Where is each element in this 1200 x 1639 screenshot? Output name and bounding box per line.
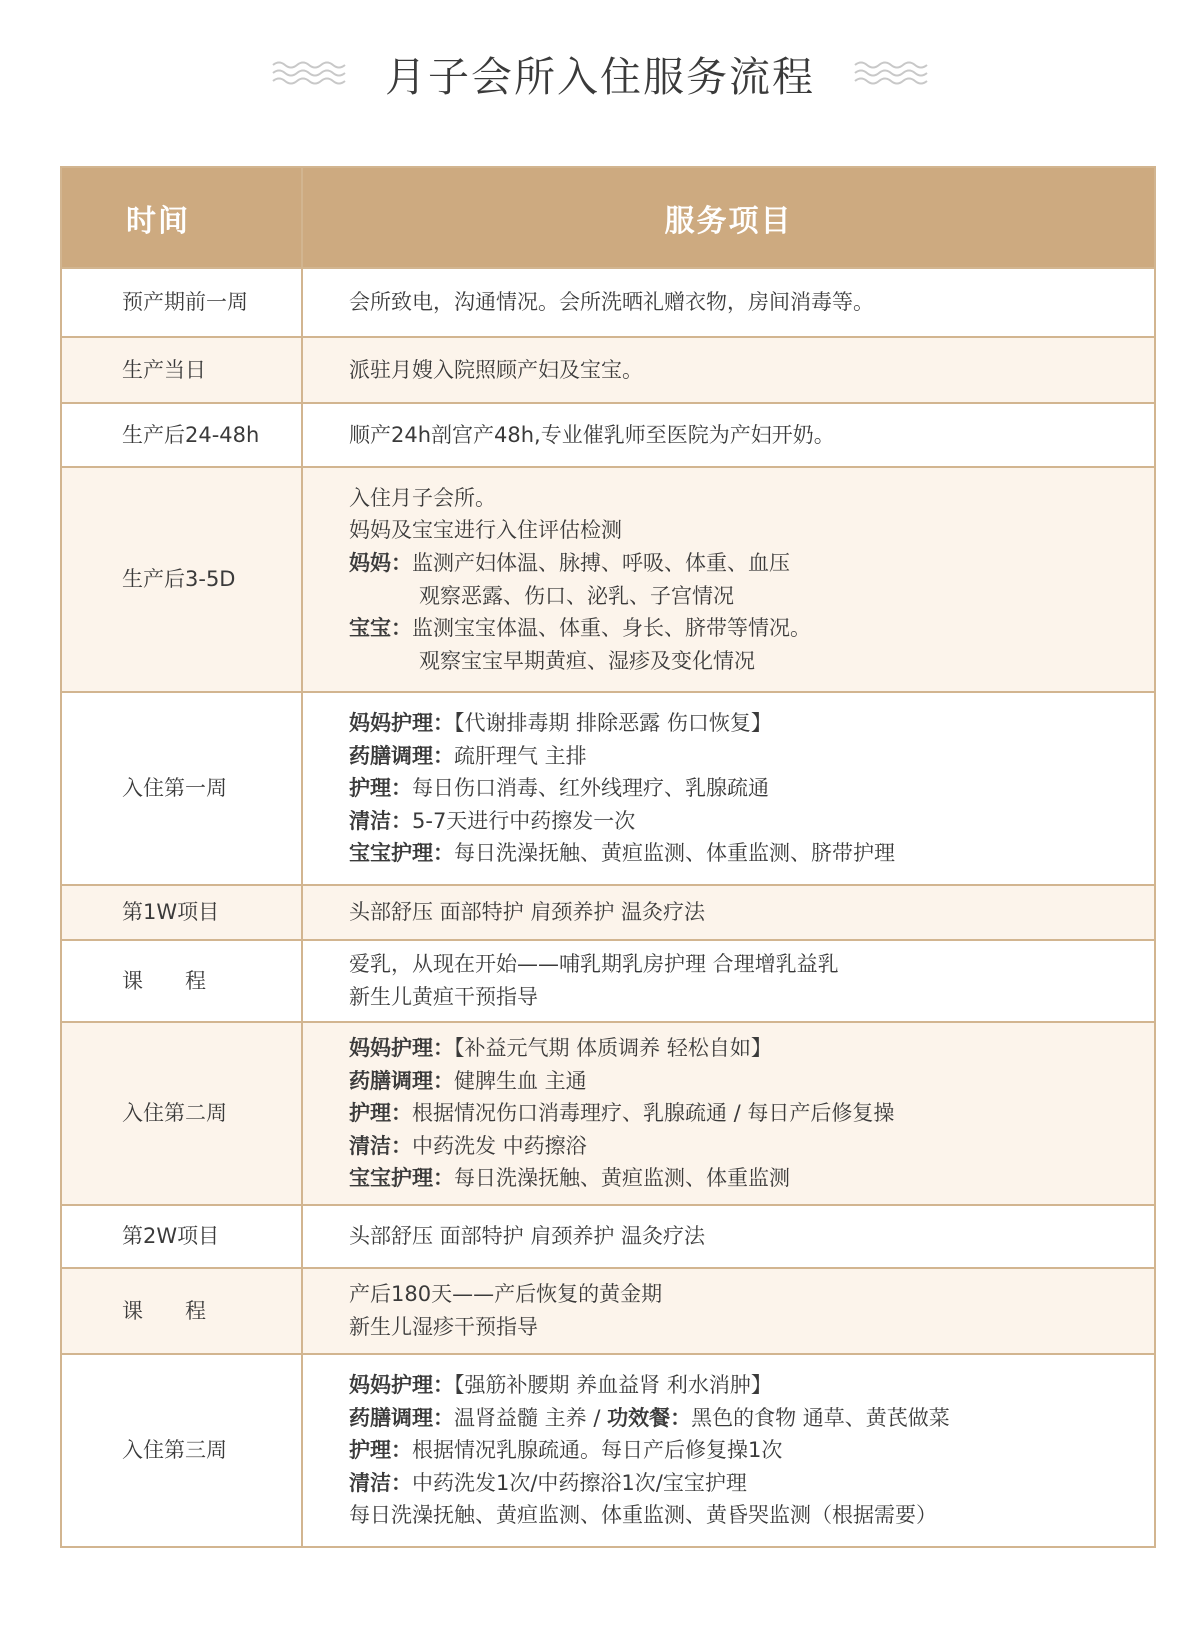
table-row bbox=[61, 692, 1155, 885]
time-cell: 第1W项目 bbox=[61, 885, 302, 940]
service-line bbox=[349, 645, 1153, 678]
service-line-text: 产后180天——产后恢复的黄金期 bbox=[349, 1282, 663, 1307]
table-row bbox=[61, 1268, 1155, 1354]
service-line-text: 顺产24h剖宫产48h,专业催乳师至医院为产妇开奶。 bbox=[349, 422, 835, 447]
service-line-label: 药膳调理： bbox=[349, 1068, 454, 1093]
service-line-text: 温肾益髓 主养 / bbox=[454, 1405, 608, 1430]
service-line-label: 药膳调理： bbox=[349, 1405, 454, 1430]
service-line-text: 每日洗澡抚触、黄疸监测、体重监测 bbox=[454, 1166, 790, 1191]
service-line bbox=[349, 981, 1153, 1014]
service-cell bbox=[302, 692, 1155, 885]
service-line-label: 清洁： bbox=[349, 808, 412, 833]
service-line-text: 健脾生血 主通 bbox=[454, 1068, 587, 1093]
title-bar bbox=[0, 38, 1200, 108]
time-cell: 课 程 bbox=[61, 940, 302, 1022]
service-line-text: 【强筋补腰期 养血益肾 利水消肿】 bbox=[454, 1373, 772, 1398]
service-line-text: 根据情况乳腺疏通。每日产后修复操1次 bbox=[412, 1438, 783, 1463]
service-line-text: 【补益元气期 体质调养 轻松自如】 bbox=[454, 1036, 772, 1061]
service-line bbox=[349, 1065, 1153, 1098]
time-cell: 生产后3-5D bbox=[61, 467, 302, 692]
service-line-text: 监测产妇体温、脉搏、呼吸、体重、血压 bbox=[412, 550, 790, 575]
service-schedule-table bbox=[60, 166, 1156, 1548]
table-row bbox=[61, 403, 1155, 467]
service-line-text: 新生儿黄疸干预指导 bbox=[349, 985, 538, 1009]
service-cell bbox=[302, 403, 1155, 467]
page-title: 月子会所入住服务流程 bbox=[385, 52, 815, 101]
time-cell: 预产期前一周 bbox=[61, 268, 302, 337]
table-row bbox=[61, 1354, 1155, 1547]
time-cell: 生产当日 bbox=[61, 337, 302, 403]
service-line-text: 每日洗澡抚触、黄疸监测、体重监测、黄昏哭监测（根据需要） bbox=[349, 1503, 937, 1528]
service-line-text: 会所致电，沟通情况。会所洗晒礼赠衣物，房间消毒等。 bbox=[349, 290, 874, 315]
service-line bbox=[349, 1311, 1153, 1344]
service-line bbox=[349, 837, 1153, 870]
service-line-text: 监测宝宝体温、体重、身长、脐带等情况。 bbox=[412, 616, 811, 641]
service-line bbox=[349, 1402, 1153, 1435]
service-line bbox=[349, 1278, 1153, 1311]
table-row bbox=[61, 940, 1155, 1022]
service-line bbox=[349, 482, 1153, 515]
service-line-label: 护理： bbox=[349, 1101, 412, 1126]
service-line-label: 清洁： bbox=[349, 1470, 412, 1495]
service-line bbox=[349, 286, 1153, 319]
service-line bbox=[349, 1162, 1153, 1195]
service-line-text: 5-7天进行中药擦发一次 bbox=[412, 808, 636, 833]
service-line bbox=[349, 547, 1153, 580]
service-line-text: 头部舒压 面部特护 肩颈养护 温灸疗法 bbox=[349, 1224, 706, 1249]
wave-ornament-right-icon bbox=[853, 58, 929, 88]
service-line-label: 宝宝护理： bbox=[349, 1166, 454, 1191]
table-row bbox=[61, 337, 1155, 403]
service-line-text: 爱乳，从现在开始——哺乳期乳房护理 合理增乳益乳 bbox=[349, 952, 839, 977]
service-line-label: 妈妈护理： bbox=[349, 1036, 454, 1061]
service-line bbox=[349, 1434, 1153, 1467]
service-line-text: 中药洗发 中药擦浴 bbox=[412, 1133, 587, 1158]
service-line-text: 头部舒压 面部特护 肩颈养护 温灸疗法 bbox=[349, 900, 706, 925]
service-cell bbox=[302, 1268, 1155, 1354]
time-cell: 课 程 bbox=[61, 1268, 302, 1354]
service-line-text: 入住月子会所。 bbox=[349, 485, 496, 510]
service-line bbox=[349, 514, 1153, 547]
table-row bbox=[61, 1205, 1155, 1268]
wave-ornament-left-icon bbox=[271, 58, 347, 88]
service-line bbox=[349, 1032, 1153, 1065]
service-line-text: 观察宝宝早期黄疸、湿疹及变化情况 bbox=[419, 648, 755, 673]
table-row bbox=[61, 1022, 1155, 1205]
service-line-text: 新生儿湿疹干预指导 bbox=[349, 1315, 538, 1339]
service-line bbox=[349, 948, 1153, 981]
service-line bbox=[349, 612, 1153, 645]
service-line-text: 派驻月嫂入院照顾产妇及宝宝。 bbox=[349, 357, 643, 382]
service-line bbox=[349, 772, 1153, 805]
table-row bbox=[61, 268, 1155, 337]
service-line bbox=[349, 707, 1153, 740]
service-line-label: 妈妈： bbox=[349, 550, 412, 575]
service-line bbox=[349, 580, 1153, 613]
service-cell bbox=[302, 940, 1155, 1022]
table-header-row bbox=[61, 167, 1155, 268]
service-line-label: 护理： bbox=[349, 776, 412, 801]
table-body bbox=[61, 268, 1155, 1547]
service-line bbox=[349, 740, 1153, 773]
service-line bbox=[349, 896, 1153, 929]
service-line-label: 清洁： bbox=[349, 1133, 412, 1158]
service-line-text: 【代谢排毒期 排除恶露 伤口恢复】 bbox=[454, 711, 772, 736]
time-cell: 生产后24-48h bbox=[61, 403, 302, 467]
service-line-text: 每日伤口消毒、红外线理疗、乳腺疏通 bbox=[412, 776, 769, 801]
service-cell bbox=[302, 337, 1155, 403]
service-cell bbox=[302, 268, 1155, 337]
header-service: 服务项目 bbox=[302, 167, 1155, 268]
service-line-text: 中药洗发1次/中药擦浴1次/宝宝护理 bbox=[412, 1470, 747, 1495]
service-line bbox=[349, 1369, 1153, 1402]
table-row bbox=[61, 885, 1155, 940]
time-cell: 入住第三周 bbox=[61, 1354, 302, 1547]
service-line-label: 护理： bbox=[349, 1438, 412, 1463]
service-line-text: 妈妈及宝宝进行入住评估检测 bbox=[349, 518, 622, 543]
service-line bbox=[349, 1097, 1153, 1130]
service-line-label: 妈妈护理： bbox=[349, 711, 454, 736]
service-cell bbox=[302, 467, 1155, 692]
service-line-text: 疏肝理气 主排 bbox=[454, 743, 587, 768]
service-line bbox=[349, 1220, 1153, 1253]
service-line-label: 宝宝护理： bbox=[349, 841, 454, 866]
service-line-text: 观察恶露、伤口、泌乳、子宫情况 bbox=[419, 583, 734, 608]
service-line-text: 每日洗澡抚触、黄疸监测、体重监测、脐带护理 bbox=[454, 841, 895, 866]
service-line-label: 药膳调理： bbox=[349, 743, 454, 768]
time-cell: 第2W项目 bbox=[61, 1205, 302, 1268]
service-line-label: 功效餐： bbox=[607, 1405, 692, 1430]
time-cell: 入住第一周 bbox=[61, 692, 302, 885]
table-row bbox=[61, 467, 1155, 692]
service-line-text: 根据情况伤口消毒理疗、乳腺疏通 / 每日产后修复操 bbox=[412, 1101, 895, 1126]
service-line bbox=[349, 805, 1153, 838]
service-cell bbox=[302, 885, 1155, 940]
service-cell bbox=[302, 1205, 1155, 1268]
service-line bbox=[349, 1467, 1153, 1500]
service-line-label: 妈妈护理： bbox=[349, 1373, 454, 1398]
service-line bbox=[349, 419, 1153, 452]
service-line-label: 宝宝： bbox=[349, 616, 412, 641]
service-line bbox=[349, 1130, 1153, 1163]
time-cell: 入住第二周 bbox=[61, 1022, 302, 1205]
service-line bbox=[349, 354, 1153, 387]
service-cell bbox=[302, 1354, 1155, 1547]
header-time: 时间 bbox=[61, 167, 302, 268]
service-line bbox=[349, 1499, 1153, 1532]
service-line-text: 黑色的食物 通草、黄芪做菜 bbox=[691, 1405, 950, 1430]
service-cell bbox=[302, 1022, 1155, 1205]
